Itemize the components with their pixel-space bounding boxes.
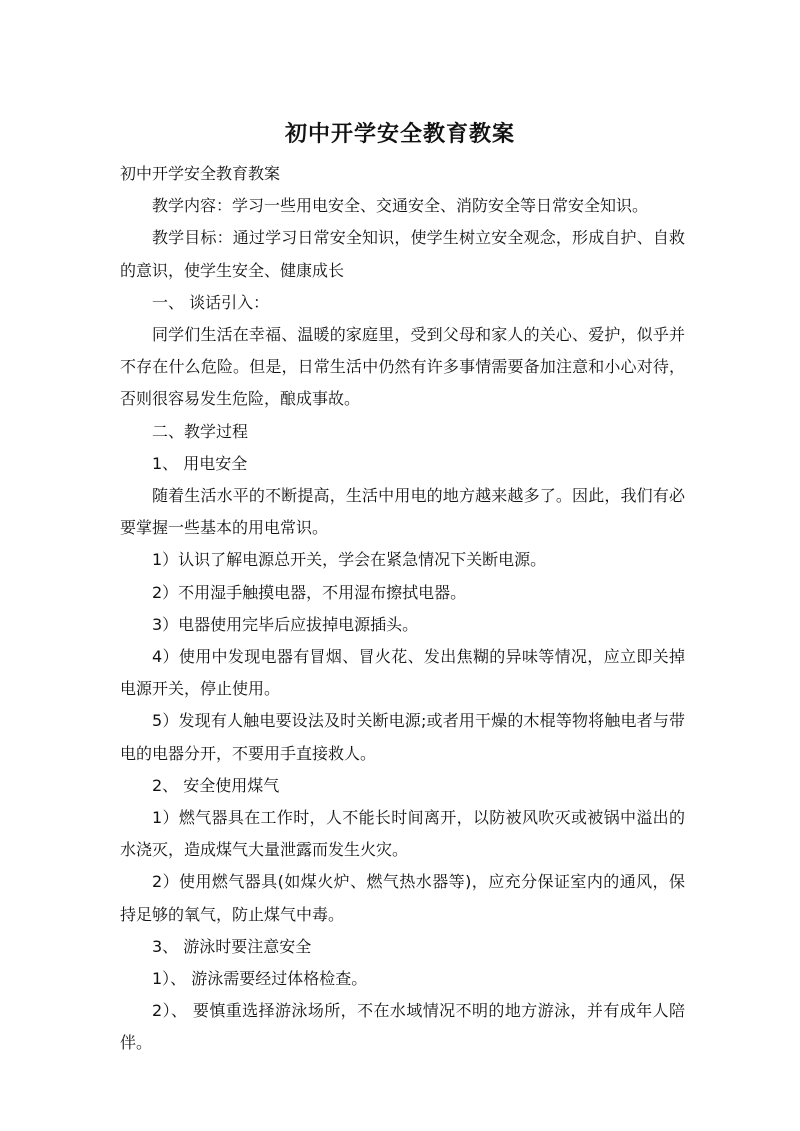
paragraph: 2、 安全使用煤气 [152, 775, 280, 795]
paragraph: 2）、 要慎重选择游泳场所，不在水域情况不明的地方游泳，并有成年人陪伴。 [120, 1001, 685, 1053]
paragraph: 4）使用中发现电器有冒烟、冒火花、发出焦糊的异味等情况，应立即关掉电源开关，停止使用。 [120, 647, 685, 699]
paragraph: 3）电器使用完毕后应拔掉电源插头。 [152, 614, 419, 634]
paragraph: 1）、 游泳需要经过体格检查。 [152, 969, 368, 989]
paragraph: 2）使用燃气器具(如煤火炉、燃气热水器等)，应充分保证室内的通风，保持足够的氧气，防止煤气中毒。 [120, 872, 685, 924]
paragraph: 二、教学过程 [152, 421, 249, 441]
paragraph: 2）不用湿手触摸电器，不用湿布擦拭电器。 [152, 582, 467, 602]
document-subtitle: 初中开学安全教育教案 [120, 164, 281, 183]
paragraph: 随着生活水平的不断提高，生活中用电的地方越来越多了。因此，我们有必要掌握一些基本的用电常识。 [120, 486, 685, 538]
paragraph: 1）燃气器具在工作时，人不能长时间离开，以防被风吹灭或被锅中溢出的水浇灭，造成煤气大量泄露而发生火灾。 [120, 808, 685, 860]
paragraph: 5）发现有人触电要设法及时关断电源;或者用干燥的木棍等物将触电者与带电的电器分开，不要用手直接救人。 [120, 711, 685, 763]
paragraph: 1、 用电安全 [152, 453, 248, 473]
paragraph: 一、 谈话引入： [152, 292, 270, 312]
paragraph: 教学目标：通过学习日常安全知识，使学生树立安全观念，形成自护、自救的意识，使学生安全、健康成长 [120, 228, 685, 280]
paragraph: 教学内容：学习一些用电安全、交通安全、消防安全等日常安全知识。 [152, 196, 649, 216]
paragraph: 3、 游泳时要注意安全 [152, 936, 312, 956]
document-body [120, 158, 685, 1060]
paragraph: 1）认识了解电源总开关，学会在紧急情况下关断电源。 [152, 550, 547, 570]
page-title: 初中开学安全教育教案 [284, 122, 515, 147]
paragraph: 同学们生活在幸福、温暖的家庭里，受到父母和家人的关心、爱护，似乎并不存在什么危险。但是，日常生活中仍然有许多事情需要备加注意和小心对待，否则很容易发生危险，酿成事故。 [120, 325, 685, 409]
